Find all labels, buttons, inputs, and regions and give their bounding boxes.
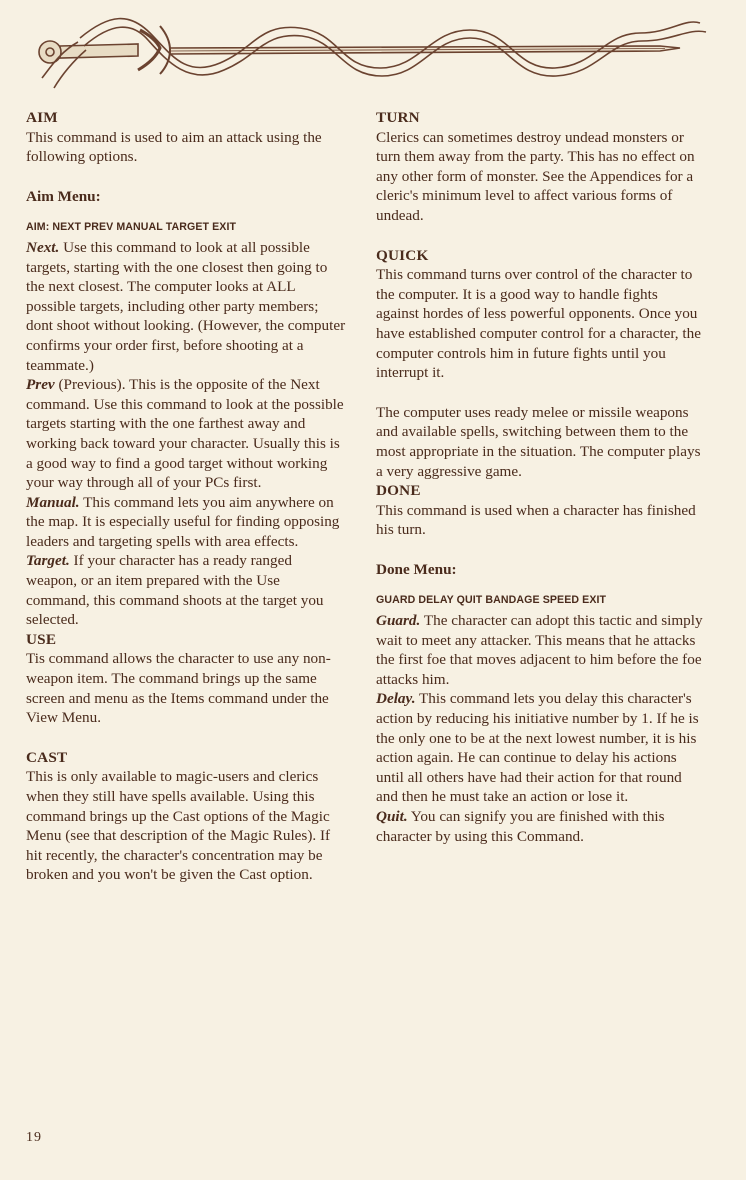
use-heading: USE: [26, 630, 57, 648]
cast-heading: CAST: [26, 748, 68, 766]
guard-term: Guard.: [376, 612, 421, 630]
cast-description: This is only available to magic-users and clerics when they still have spells available. Using this command brings up the Cast options of the Magic Menu (see that description of the Magic Rules). If hit recently, the character's concentration may be broken and you won't be given the Cast option.: [26, 768, 331, 884]
aim-menu-heading: Aim Menu:: [26, 187, 101, 205]
prev-text: (Previous). This is the opposite of the Next command. Use this command to look at the possible targets starting with the one farthest away and working back toward your character. Usually this is a good way to find a good target without working your way through all of your PCs first.: [26, 376, 344, 492]
manual-text: This command lets you aim anywhere on the map. It is especially useful for finding opposing leaders and targeting spells with area effects.: [26, 493, 340, 550]
guard-text: The character can adopt this tactic and simply wait to meet any attacker. This means that he attacks the first foe that moves adjacent to him before the foe attacks him.: [376, 612, 703, 688]
turn-description: Clerics can sometimes destroy undead monsters or turn them away from the party. This has no effect on any other form of monster. See the Appendices for a cleric's minimum level to affect various forms of undead.: [376, 128, 695, 224]
quick-description: This command turns over control of the character to the computer. It is a good way to handle fights against hordes of less powerful opponents. Once you have established computer control for a character, the computer controls him in future fights until you interrupt it.: [376, 266, 701, 382]
target-term: Target.: [26, 552, 70, 570]
aim-menu-options: AIM: NEXT PREV MANUAL TARGET EXIT: [26, 221, 237, 234]
done-menu-options: GUARD DELAY QUIT BANDAGE SPEED EXIT: [376, 594, 607, 607]
quick-heading: QUICK: [376, 246, 429, 264]
aim-heading: AIM: [26, 109, 58, 126]
next-term: Next.: [26, 238, 60, 256]
delay-text: This command lets you delay this character's action by reducing his initiative number by 1. If he is the only one to be at the next lowest number, it is his action again. He can continue to delay his actions until all others have had their action for that round and then he must take an action or lose it.: [376, 690, 699, 806]
sword-ribbon-banner: [20, 8, 720, 98]
quit-text: You can signify you are finished with this character by using this Command.: [376, 808, 665, 845]
manual-entry: [26, 493, 346, 552]
quit-entry: [376, 807, 704, 846]
page-number: 19: [26, 1130, 42, 1145]
target-text: If your character has a ready ranged weapon, or an item prepared with the Use command, this command shoots at the target you selected.: [26, 552, 324, 629]
right-column: [376, 108, 704, 846]
prev-term: Prev: [26, 376, 55, 394]
quick-description-2: The computer uses ready melee or missile weapons and available spells, switching between them to the most appropriate in the situation. The computer plays a very aggressive game.: [376, 403, 701, 480]
use-description: Tis command allows the character to use any non-weapon item. The command brings up the same screen and menu as the Items command under the View Menu.: [26, 650, 331, 727]
prev-entry: [26, 375, 346, 493]
delay-entry: [376, 689, 704, 807]
delay-term: Delay.: [376, 690, 416, 708]
next-entry: [26, 238, 346, 375]
target-entry: [26, 551, 346, 629]
next-text: Use this command to look at all possible targets, starting with the one closest then going to the next closest. The computer looks at ALL possible targets, including other party members; dont shoot without looking. (However, the computer confirms your order first, before shooting at a teammate.): [26, 238, 346, 374]
guard-entry: [376, 611, 704, 689]
done-description: This command is used when a character has finished his turn.: [376, 501, 696, 539]
done-heading: DONE: [376, 482, 421, 500]
done-menu-heading: Done Menu:: [376, 560, 457, 578]
left-column: [26, 108, 346, 905]
quit-term: Quit.: [376, 808, 408, 825]
turn-heading: TURN: [376, 109, 420, 126]
aim-description: This command is used to aim an attack using the following options.: [26, 128, 322, 166]
manual-term: Manual.: [26, 493, 80, 511]
